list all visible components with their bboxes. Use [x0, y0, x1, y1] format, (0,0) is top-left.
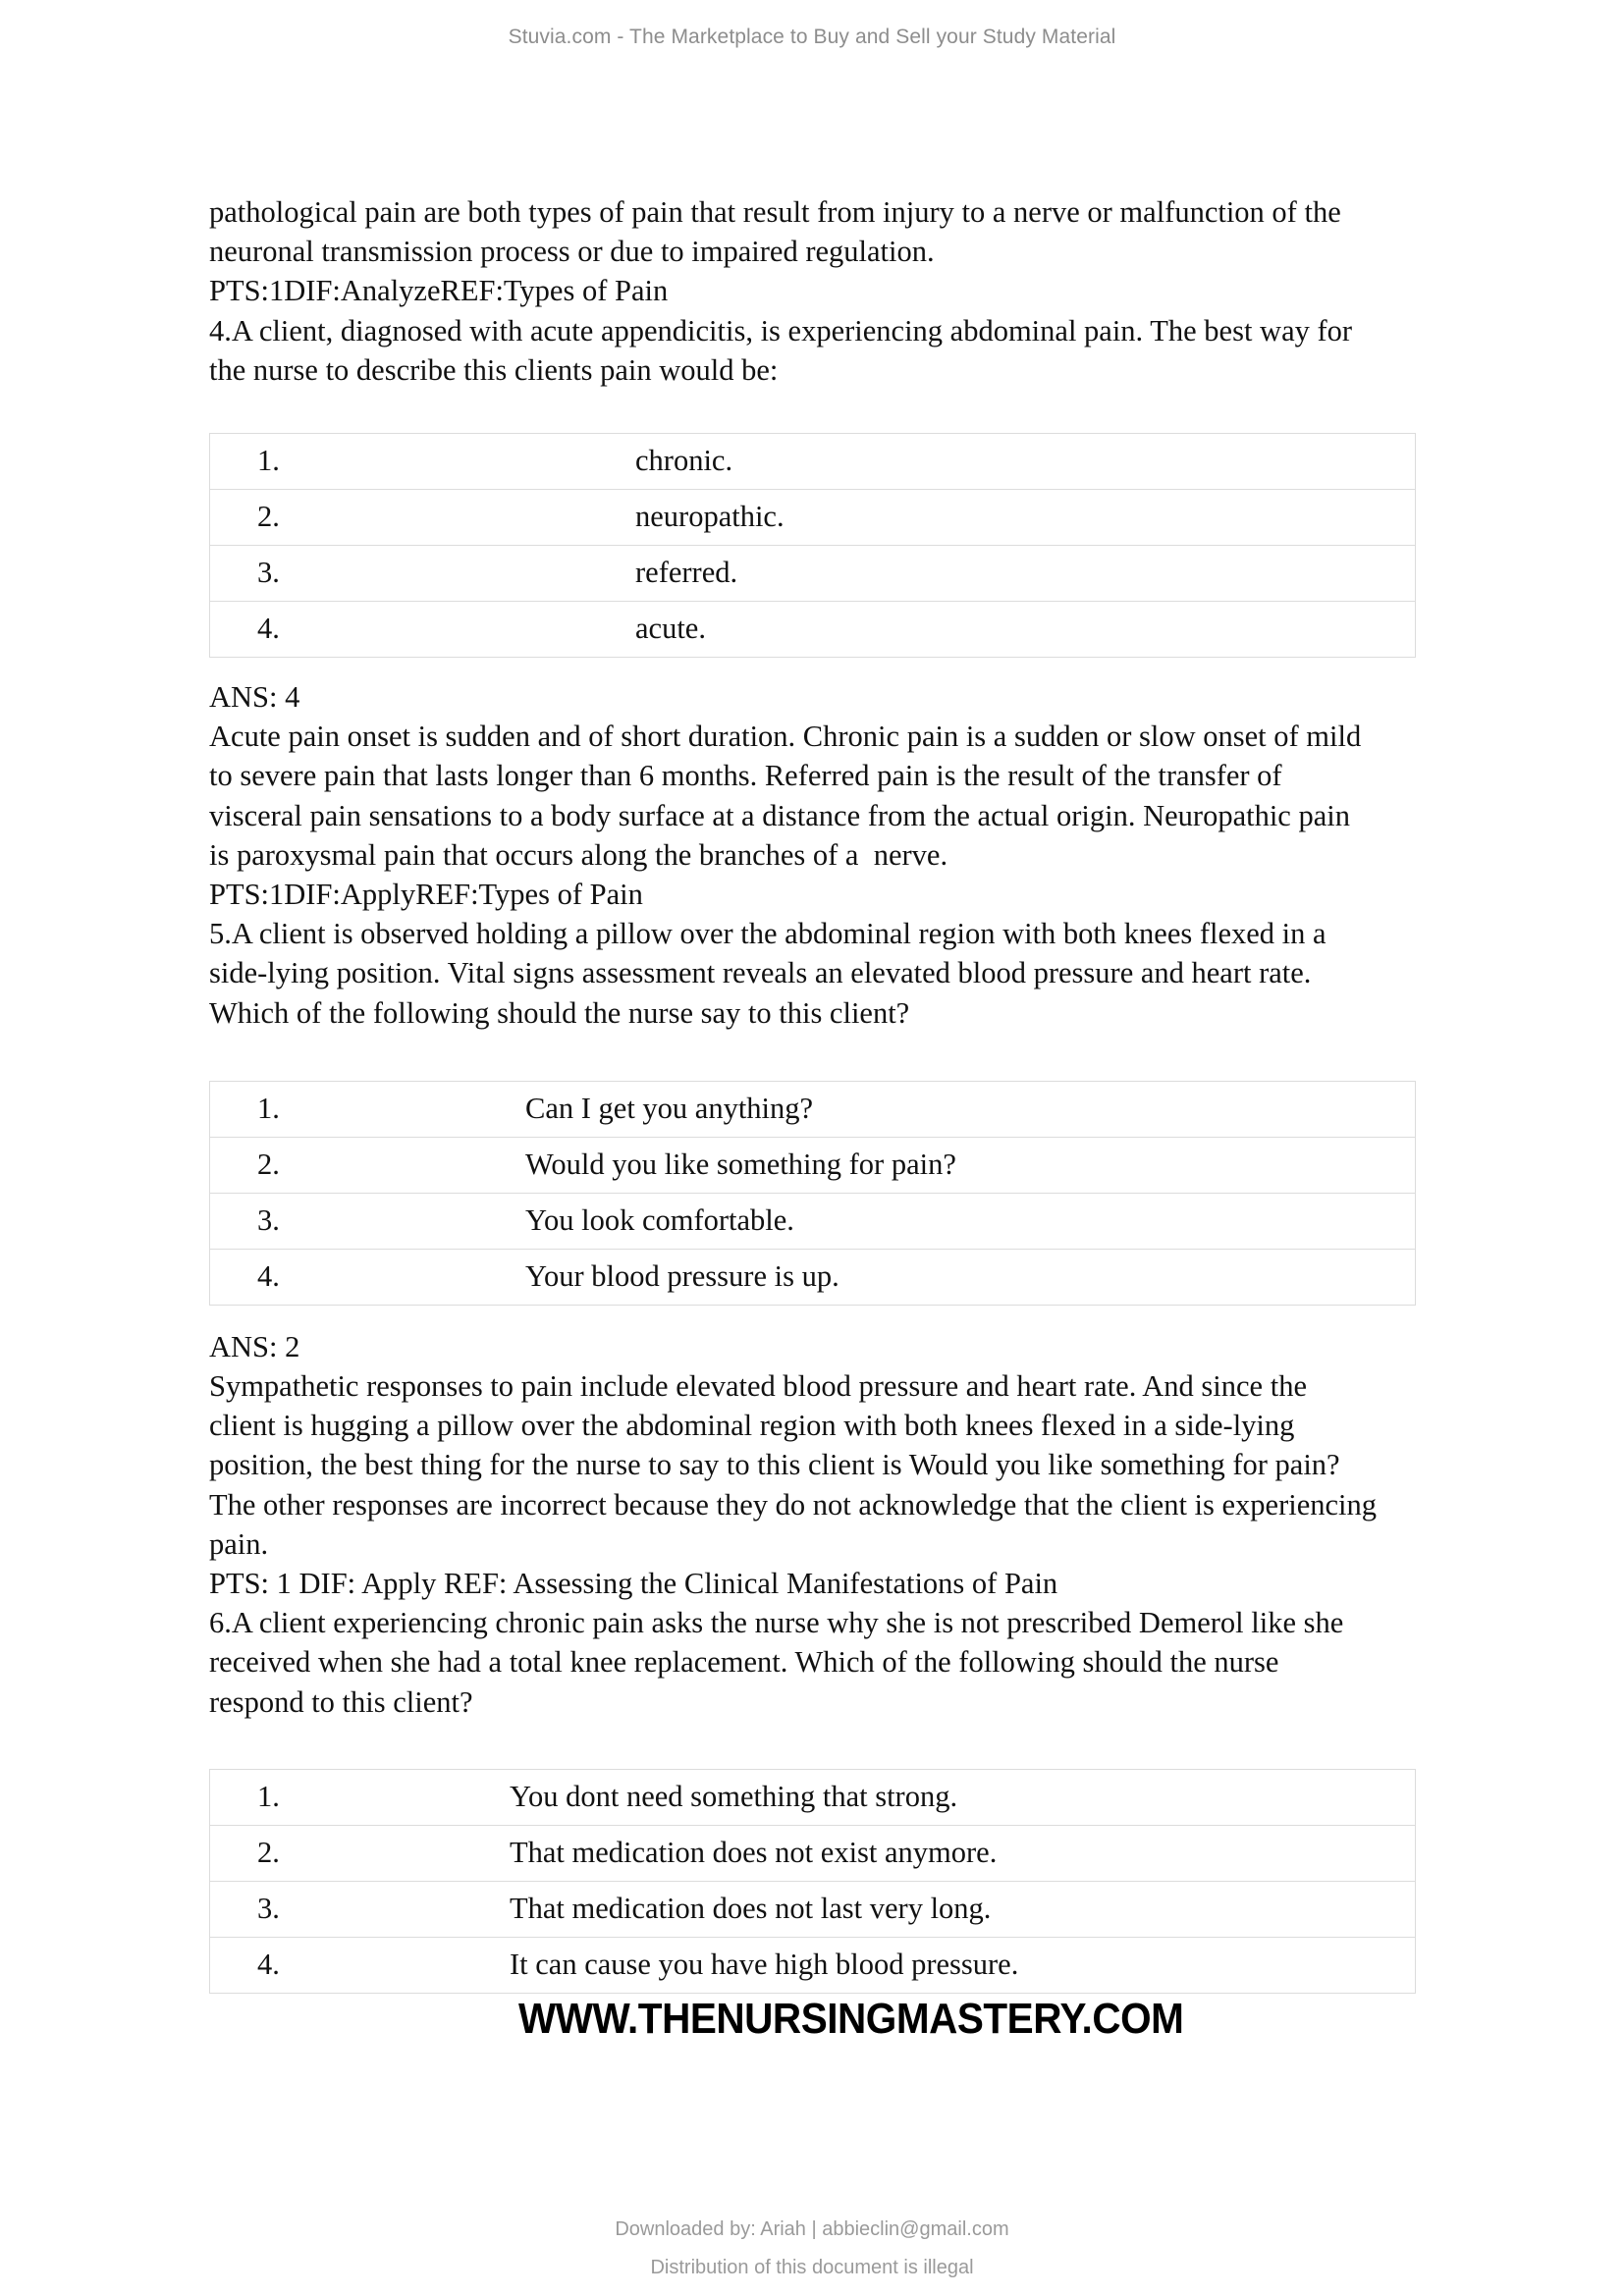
table-row[interactable]: [210, 490, 1416, 546]
options-table-question-4: [209, 433, 1416, 658]
answer-4: ANS: 4: [209, 680, 300, 715]
option-text: Would you like something for pain?: [360, 1137, 1416, 1193]
table-row[interactable]: [210, 1137, 1416, 1193]
table-row[interactable]: [210, 1881, 1416, 1937]
rationale-5-line-2: client is hugging a pillow over the abdominal region with both knees flexed in a side-lying: [209, 1409, 1295, 1443]
option-number: 1.: [210, 1081, 361, 1137]
table-row[interactable]: [210, 1825, 1416, 1881]
table-row[interactable]: [210, 1249, 1416, 1305]
question-6-line-3: respond to this client?: [209, 1684, 473, 1719]
rationale-block-4: [209, 677, 1419, 1033]
options-table-question-5: [209, 1081, 1416, 1306]
option-number: 3.: [210, 1881, 361, 1937]
document-content: [209, 192, 1419, 1994]
option-number: 2.: [210, 490, 361, 546]
option-number: 1.: [210, 434, 361, 490]
option-text: That medication does not last very long.: [360, 1881, 1416, 1937]
option-number: 3.: [210, 1193, 361, 1249]
rationale-5-line-3: position, the best thing for the nurse to say to this client is Would you like something for pain?: [209, 1448, 1340, 1482]
question-5-line-3: Which of the following should the nurse say to this client?: [209, 995, 910, 1030]
option-text: acute.: [360, 602, 1416, 658]
option-number: 4.: [210, 1937, 361, 1993]
pts-line-1: PTS:1DIF:AnalyzeREF:Types of Pain: [209, 274, 669, 308]
option-text: referred.: [360, 546, 1416, 602]
intro-paragraph: [209, 192, 1419, 390]
pts-line-2: PTS:1DIF:ApplyREF:Types of Pain: [209, 878, 643, 912]
option-text: That medication does not exist anymore.: [360, 1825, 1416, 1881]
option-number: 4.: [210, 1249, 361, 1305]
rationale-4-line-3: visceral pain sensations to a body surface at a distance from the actual origin. Neuropathic pain: [209, 798, 1350, 832]
nursingmastery-watermark: WWW.THENURSINGMASTERY.COM: [518, 1995, 1184, 2043]
footer-downloaded-by: Downloaded by: Ariah | abbieclin@gmail.com: [615, 2218, 1009, 2240]
table-row[interactable]: [210, 1081, 1416, 1137]
answer-5: ANS: 2: [209, 1329, 300, 1363]
question-5-line-1: 5.A client is observed holding a pillow over the abdominal region with both knees flexed in a: [209, 917, 1326, 951]
option-number: 4.: [210, 602, 361, 658]
stuvia-banner: Stuvia.com - The Marketplace to Buy and Sell your Study Material: [508, 26, 1116, 48]
option-text: neuropathic.: [360, 490, 1416, 546]
options-table-question-6: [209, 1769, 1416, 1994]
rationale-5-line-5: pain.: [209, 1526, 269, 1561]
table-row[interactable]: [210, 602, 1416, 658]
table-row[interactable]: [210, 434, 1416, 490]
question-4-line-1: 4.A client, diagnosed with acute appendicitis, is experiencing abdominal pain. The best way for: [209, 313, 1353, 347]
rationale-4-line-4: is paroxysmal pain that occurs along the branches of a nerve.: [209, 837, 948, 872]
table-row[interactable]: [210, 546, 1416, 602]
table-row[interactable]: [210, 1193, 1416, 1249]
question-4-line-2: the nurse to describe this clients pain would be:: [209, 352, 779, 387]
option-text: chronic.: [360, 434, 1416, 490]
option-text: It can cause you have high blood pressure.: [360, 1937, 1416, 1993]
rationale-4-line-2: to severe pain that lasts longer than 6 months. Referred pain is the result of the transfer of: [209, 759, 1282, 793]
option-text: You dont need something that strong.: [360, 1769, 1416, 1825]
rationale-5-line-1: Sympathetic responses to pain include elevated blood pressure and heart rate. And since the: [209, 1369, 1307, 1404]
option-number: 2.: [210, 1137, 361, 1193]
intro-line-2: neuronal transmission process or due to impaired regulation.: [209, 235, 935, 269]
table-row[interactable]: [210, 1937, 1416, 1993]
option-number: 3.: [210, 546, 361, 602]
question-6-line-1: 6.A client experiencing chronic pain asks the nurse why she is not prescribed Demerol like she: [209, 1606, 1344, 1640]
rationale-4-line-1: Acute pain onset is sudden and of short duration. Chronic pain is a sudden or slow onset of mild: [209, 720, 1362, 754]
option-number: 2.: [210, 1825, 361, 1881]
option-number: 1.: [210, 1769, 361, 1825]
intro-line-1: pathological pain are both types of pain that result from injury to a nerve or malfunction of the: [209, 195, 1341, 229]
rationale-5-line-4: The other responses are incorrect because they do not acknowledge that the client is experiencing: [209, 1487, 1378, 1522]
question-5-line-2: side-lying position. Vital signs assessment reveals an elevated blood pressure and heart rate.: [209, 956, 1312, 990]
table-row[interactable]: [210, 1769, 1416, 1825]
option-text: Your blood pressure is up.: [360, 1249, 1416, 1305]
question-6-line-2: received when she had a total knee replacement. Which of the following should the nurse: [209, 1645, 1279, 1680]
option-text: You look comfortable.: [360, 1193, 1416, 1249]
option-text: Can I get you anything?: [360, 1081, 1416, 1137]
rationale-block-5: [209, 1327, 1419, 1722]
footer-distribution-notice: Distribution of this document is illegal: [650, 2257, 974, 2278]
pts-line-3: PTS: 1 DIF: Apply REF: Assessing the Clinical Manifestations of Pain: [209, 1567, 1058, 1601]
